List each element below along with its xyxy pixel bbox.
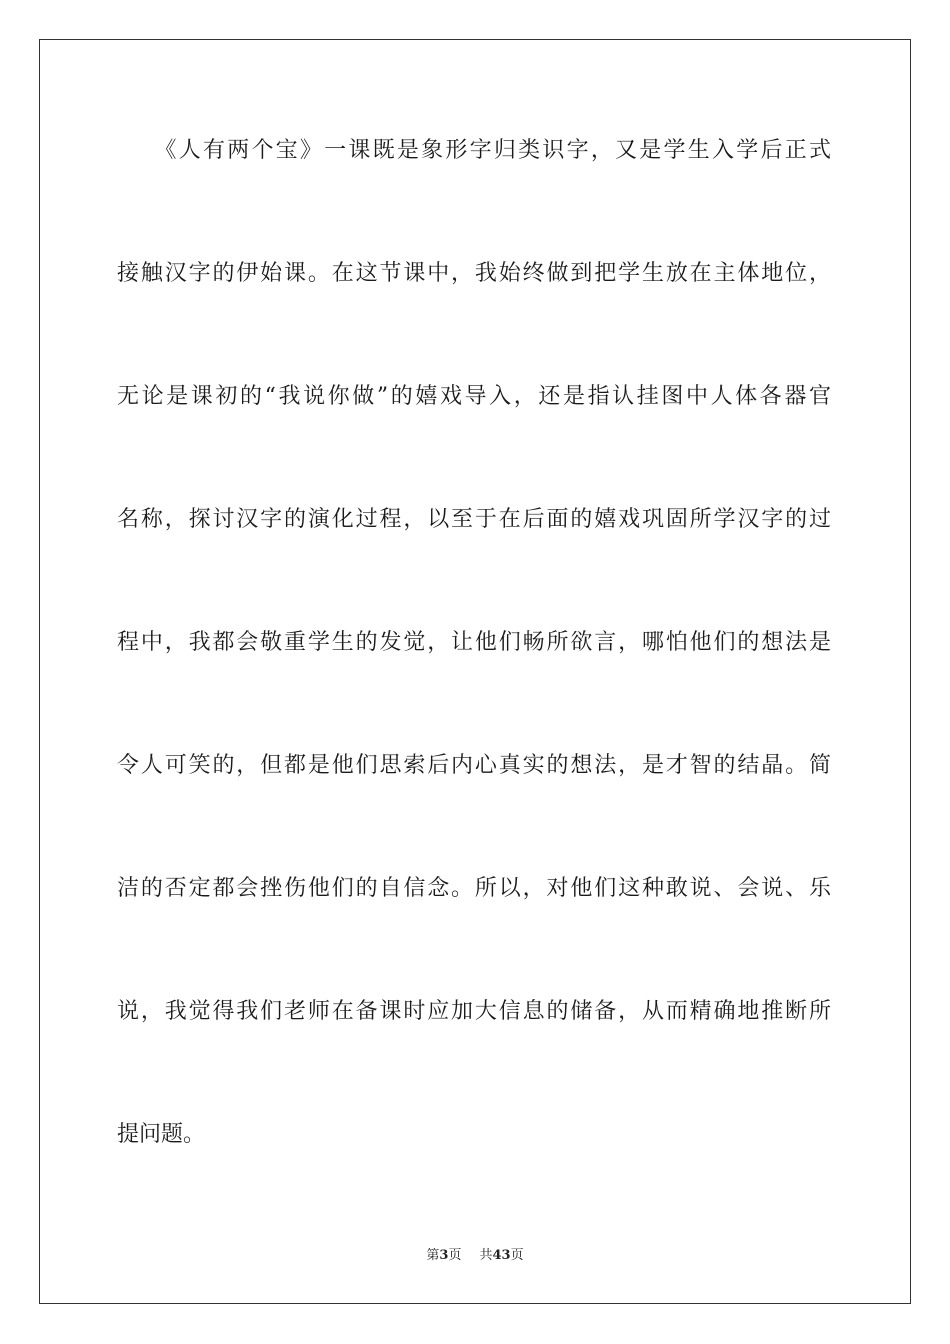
total-suffix: 页 xyxy=(510,1248,524,1263)
paragraph-line: 《人有两个宝》一课既是象形字归类识字，又是学生入学后正式 xyxy=(117,138,831,163)
page-number: 3 xyxy=(439,1248,449,1263)
page-suffix: 页 xyxy=(448,1248,462,1263)
total-prefix: 共 xyxy=(479,1248,493,1263)
page-border xyxy=(39,39,911,1304)
paragraph-line: 接触汉字的伊始课。在这节课中，我始终做到把学生放在主体地位， xyxy=(117,261,831,286)
paragraph-line: 名称，探讨汉字的演化过程，以至于在后面的嬉戏巩固所学汉字的过 xyxy=(117,507,831,532)
paragraph-line: 程中，我都会敬重学生的发觉，让他们畅所欲言，哪怕他们的想法是 xyxy=(117,630,831,655)
total-pages: 43 xyxy=(492,1248,511,1263)
page-prefix: 第 xyxy=(426,1248,440,1263)
paragraph-line: 洁的否定都会挫伤他们的自信念。所以，对他们这种敢说、会说、乐 xyxy=(117,876,831,901)
page-footer xyxy=(0,1247,950,1265)
paragraph-line: 令人可笑的，但都是他们思索后内心真实的想法，是才智的结晶。简 xyxy=(117,753,831,778)
paragraph-line: 提问题。 xyxy=(117,1122,206,1147)
paragraph-line: 无论是课初的“我说你做”的嬉戏导入，还是指认挂图中人体各器官 xyxy=(117,384,831,409)
paragraph-line: 说，我觉得我们老师在备课时应加大信息的储备，从而精确地推断所 xyxy=(117,999,831,1024)
